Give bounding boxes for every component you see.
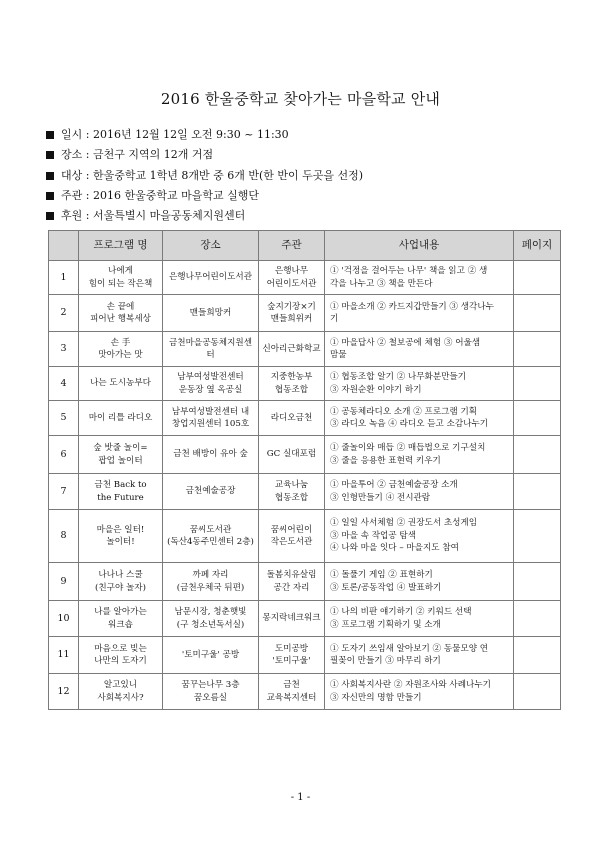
program-name-cell [79,332,163,367]
place-cell [163,401,259,436]
header-content: 사업내용 [325,231,514,261]
content-line: ① '걱정을 걸어두는 나무' 책을 읽고 ② 생 [330,266,488,277]
host-line: 협동조합 [274,384,309,395]
content-line: ④ 나와 마을 잇다 – 마을지도 참여 [330,543,459,554]
place-cell [163,436,259,474]
program-name-cell [79,674,163,710]
bullet-square-icon [46,151,54,159]
name-line: 워크숍 [108,619,133,630]
content-line: ① 도자기 쓰임새 알아보기 ② 동물모양 연 [330,643,489,654]
page-cell [514,474,561,510]
page-title: 2016 한울중학교 찾아가는 마을학교 안내 [160,90,441,108]
row-number: 7 [49,474,79,510]
place-cell [163,367,259,401]
content-cell [325,563,514,601]
content-line: ③ 라디오 녹음 ④ 라디오 듣고 소감나누기 [330,419,489,429]
place-cell [163,637,259,674]
row-number: 3 [49,332,79,367]
info-item-organizer: 주관 : 2016 한울중학교 마을학교 실행단 [46,186,363,206]
page-cell [514,295,561,332]
row-number: 8 [49,510,79,563]
place-line: (구 청소년독서실) [176,619,245,630]
host-cell [259,261,325,295]
name-line: the Future [97,492,144,503]
content-cell [325,401,514,436]
bullet-square-icon [46,212,54,220]
program-table [48,230,561,710]
content-line: ① 공동체라디오 소개 ② 프로그램 기획 [330,406,478,417]
program-name-cell [79,436,163,474]
content-line: 각을 나누고 ③ 책을 만든다 [330,278,433,289]
place-line: '토미구울' 공방 [181,649,240,660]
host-line: 돌봄치유살림 [266,570,317,581]
host-cell [259,674,325,710]
host-line: 지중한농부 [270,372,313,383]
name-line: 마을은 일터! [96,524,145,535]
host-line: 협동조합 [274,492,309,503]
program-name-cell [79,401,163,436]
name-line: 팝업 놀이터 [98,455,143,466]
place-line: 꿈씨도서관 [189,524,232,535]
host-line: 도미공방 [274,643,309,654]
place-cell [163,601,259,637]
program-name-cell [79,474,163,510]
header-program-name: 프로그램 명 [79,231,163,261]
host-cell [259,510,325,563]
page-cell [514,261,561,295]
place-cell [163,510,259,563]
content-cell [325,601,514,637]
info-item-date: 일시 : 2016년 12월 12일 오전 9:30 ~ 11:30 [46,125,363,145]
place-cell [163,474,259,510]
host-line: 공간 자리 [273,582,310,593]
host-cell [259,332,325,367]
place-line: 운동장 옆 옥공실 [178,384,243,395]
name-line: 알고있니 [103,680,138,691]
table-row [49,601,561,637]
row-number: 6 [49,436,79,474]
name-line: 나를 알아가는 [94,607,147,618]
content-line: ③ 토론/공동작업 ④ 발표하기 [330,582,442,593]
content-line: 기 [330,314,339,324]
table-row [49,295,561,332]
content-cell [325,474,514,510]
name-line: 마이 리틀 라디오 [88,412,153,423]
content-cell [325,637,514,674]
place-line: 남부여성발전센터 [177,372,244,383]
table-row [49,401,561,436]
header-place: 장소 [163,231,259,261]
name-line: 힘이 되는 작은책 [88,278,153,289]
host-cell [259,474,325,510]
content-cell [325,510,514,563]
content-line: ① 줄놀이와 매듭 ② 매듭법으로 기구설치 [330,443,486,454]
content-line: ① 마을소개 ② 카드지갑만들기 ③ 생각나누 [330,301,494,312]
table-row [49,261,561,295]
place-line: 꿈꾸는나무 3층 [181,680,240,691]
content-line: ① 사회복지사란 ② 자원조사와 사례나누기 [330,680,491,691]
content-line: ③ 자신만의 명함 만들기 [330,692,422,703]
bullet-square-icon [46,131,54,139]
host-line: 몽지락네크워크 [262,613,321,624]
content-line: ③ 자원순환 이야기 하기 [330,384,422,395]
host-line: 금천 [283,680,300,691]
page-cell [514,637,561,674]
content-cell [325,261,514,295]
name-line: 손 끝에 [106,301,135,312]
host-cell [259,295,325,332]
place-line: 맨들희망커 [189,307,232,318]
content-line: ① 마을답사 ② 철보공에 체험 ③ 어울샘 [330,337,481,348]
header-host: 주관 [259,231,325,261]
name-line: 나는 도시농부다 [90,378,151,389]
host-cell [259,637,325,674]
program-name-cell [79,261,163,295]
place-line: (독산4동주민센터 2층) [167,537,254,547]
place-cell [163,674,259,710]
host-line: '토미구울' [272,656,311,666]
name-line: 놀이터! [106,537,135,547]
name-line: 손 手 [110,337,131,348]
content-line: ③ 마을 속 작업공 탐색 [330,530,416,541]
name-line: (친구야 놀자) [95,582,146,593]
host-line: 어린이도서관 [266,278,317,289]
row-number: 10 [49,601,79,637]
row-number: 1 [49,261,79,295]
host-cell [259,436,325,474]
content-line: ③ 프로그램 기획하기 및 소개 [330,619,441,630]
table-row [49,367,561,401]
place-cell [163,332,259,367]
table-row [49,436,561,474]
name-line: 사회복지사? [97,692,144,703]
content-cell [325,332,514,367]
page-cell [514,401,561,436]
content-line: ① 일일 사서체험 ② 권장도서 초성게임 [330,518,478,529]
name-line: 나만의 도자기 [94,656,147,666]
table-row [49,637,561,674]
host-line: 숲지기장×기 [267,301,316,312]
place-cell [163,261,259,295]
content-line: ③ 줄을 응용한 표현력 키우기 [330,455,441,466]
bullet-square-icon [46,192,54,200]
table-row [49,510,561,563]
name-line: 마음으로 빚는 [94,643,147,654]
content-line: 필꽂이 만들기 ③ 마무리 하기 [330,656,441,666]
content-line: ① 나의 비판 얘기하기 ② 키워드 선택 [330,607,472,618]
place-line: 꿈오름실 [193,692,228,703]
table-header-row [49,231,561,261]
program-name-cell [79,367,163,401]
host-line: 교육복지센터 [266,692,317,703]
page-cell [514,510,561,563]
content-line: ① 마을투어 ② 금천예술공장 소개 [330,480,458,491]
host-line: 꿈씨어린이 [270,524,313,535]
host-line: 교육나눔 [274,480,309,491]
place-line: (금천우체국 뒤편) [176,582,245,593]
host-line: 맨들희위커 [270,314,313,324]
page-cell [514,332,561,367]
content-cell [325,367,514,401]
table-row [49,563,561,601]
place-line: 금천 배방이 유아 숲 [173,449,248,460]
content-line: ① 협동조합 알기 ② 나무화분만들기 [330,372,467,383]
content-cell [325,674,514,710]
page-cell [514,436,561,474]
row-number: 9 [49,563,79,601]
page-cell [514,674,561,710]
name-line: 금천 Back to [94,480,147,491]
content-cell [325,436,514,474]
header-number [49,231,79,261]
place-line: 까페 자리 [192,570,229,581]
table-row [49,474,561,510]
info-item-sponsor: 후원 : 서울특별시 마을공동체지원센터 [46,206,363,226]
header-page: 페이지 [514,231,561,261]
place-cell [163,295,259,332]
content-line: ① 돌풀기 게임 ② 표현하기 [330,570,433,581]
program-rows [49,261,561,710]
place-line: 남문시장, 청춘햇빛 [174,607,247,618]
name-line: 피어난 행복세상 [90,314,151,324]
name-line: 숲 밧줄 놀이= [93,443,148,454]
place-line: 은행나무어린이도서관 [168,272,253,283]
host-line: 신아리근화학교 [262,343,321,354]
host-cell [259,563,325,601]
page-cell [514,367,561,401]
table-row [49,332,561,367]
page-number: - 1 - [290,792,311,803]
bullet-square-icon [46,172,54,180]
row-number: 2 [49,295,79,332]
place-cell [163,563,259,601]
name-line: 나에게 [108,266,133,277]
program-name-cell [79,510,163,563]
program-name-cell [79,295,163,332]
host-cell [259,401,325,436]
page-cell [514,563,561,601]
program-name-cell [79,637,163,674]
host-cell [259,601,325,637]
place-line: 금천마을공동체지원센터 [168,337,253,360]
info-item-place: 장소 : 금천구 지역의 12개 거점 [46,145,363,165]
host-line: GC 실대포럼 [266,449,317,460]
program-name-cell [79,601,163,637]
content-line: ③ 인형만들기 ④ 전시관람 [330,492,431,503]
host-line: 은행나무 [274,266,309,277]
program-name-cell [79,563,163,601]
page-cell [514,601,561,637]
place-line: 금천예술공장 [185,486,236,497]
info-item-target: 대상 : 한울중학교 1학년 8개반 중 6개 반(한 반이 두곳을 선정) [46,166,363,186]
place-line: 창업지원센터 105호 [171,419,250,429]
host-line: 작은도서관 [270,537,313,547]
row-number: 4 [49,367,79,401]
content-cell [325,295,514,332]
name-line: 나나나 스쿨 [98,570,143,581]
row-number: 5 [49,401,79,436]
row-number: 11 [49,637,79,674]
name-line: 맛아가는 맛 [98,350,143,360]
host-line: 라디오금천 [270,412,313,423]
place-line: 남부여성발전센터 내 [171,406,250,417]
info-list [46,125,363,226]
content-line: 맘물 [330,350,347,360]
table-row [49,674,561,710]
row-number: 12 [49,674,79,710]
host-cell [259,367,325,401]
